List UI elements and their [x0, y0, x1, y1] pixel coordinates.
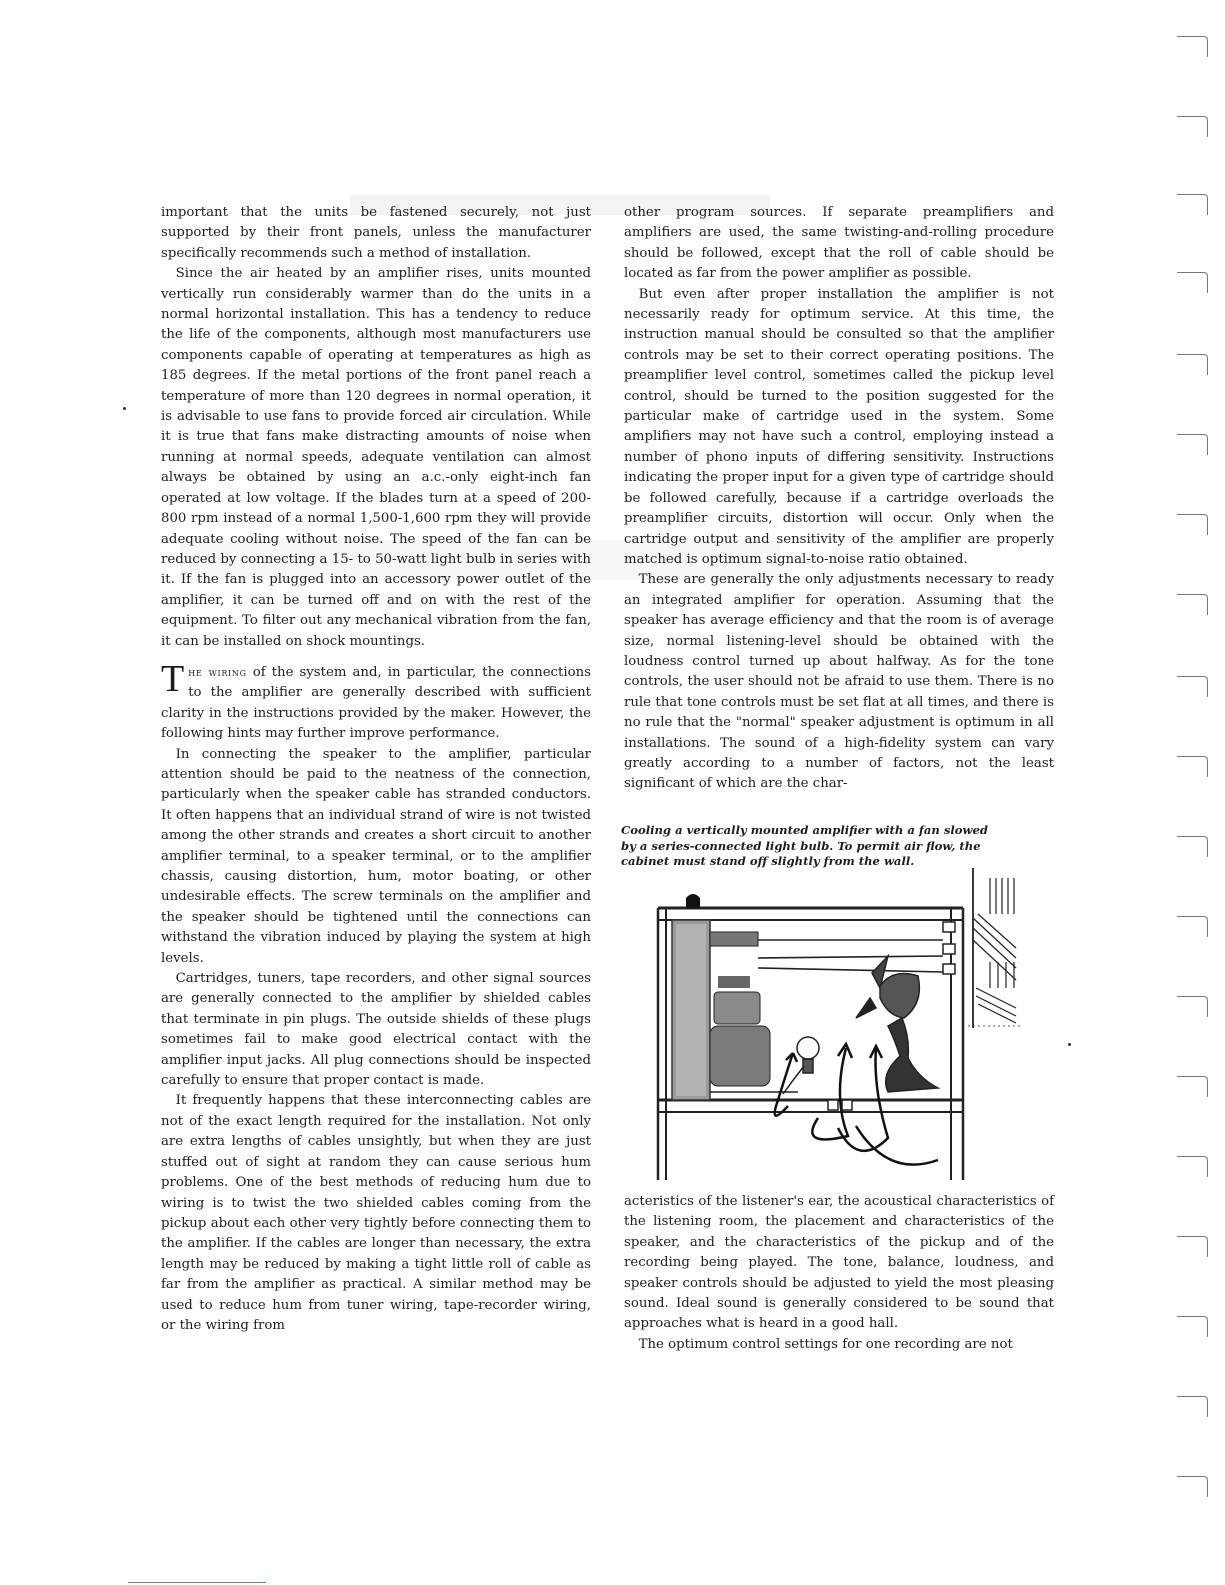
margin-mark [1177, 594, 1208, 615]
right-column [624, 203, 1054, 795]
paragraph-text: of the system and, in particular, the connections to the amplifier are generally described with sufficient clarity in the instructions provided by the maker. However, the following hints may further improve performance. [161, 664, 591, 742]
margin-mark [1177, 354, 1208, 375]
margin-mark [1177, 36, 1208, 57]
margin-mark [1177, 1316, 1208, 1337]
small-caps-lead: he wiring [188, 664, 247, 679]
margin-mark [1177, 676, 1208, 697]
margin-bracket-marks [1165, 0, 1225, 1585]
margin-mark [1177, 996, 1208, 1017]
knob-icon [686, 894, 700, 908]
fan-cooling-illustration [618, 868, 1028, 1188]
paragraph: The optimum control settings for one recording are not [638, 1336, 1013, 1352]
scan-speck [123, 407, 126, 410]
right-column-lower [624, 1192, 1054, 1355]
paragraph: In connecting the speaker to the amplifier, particular attention should be paid to the neatness of the connection, particularly when the speaker cable has stranded conductors. It often happens that an individual strand of wire is not twisted among the other strands and creates a short circuit to another amplifier terminal, to a speaker terminal, or to the amplifier chassis, causing distortion, hum, motor boating, or other undesirable effects. The screw terminals on the amplifier and the speaker should be tightened until the connections can withstand the vibration induced by playing the system at high levels. [161, 746, 591, 966]
cable-icon [758, 940, 943, 972]
margin-mark [1177, 1076, 1208, 1097]
margin-mark [1177, 514, 1208, 535]
amplifier-icon [672, 920, 798, 1100]
paragraph: Cartridges, tuners, tape recorders, and other signal sources are generally connected to the amplifier by shielded cables that terminate in pin plugs. The outside shields of these plugs sometimes fail to make good electrical contact with the amplifier input jacks. All plug connections should be inspected carefully to ensure that proper contact is made. [161, 971, 591, 1089]
scan-speck [1068, 1043, 1071, 1046]
margin-mark [1177, 836, 1208, 857]
paragraph: other program sources. If separate preamplifiers and amplifiers are used, the same twisting-and-rolling procedure should be followed, except that the roll of cable should be located as far from the power amplifier as possible. [624, 205, 1054, 282]
margin-mark [1177, 1476, 1208, 1497]
figure-caption: Cooling a vertically mounted amplifier with a fan slowed by a series-connected light bulb. To permit air flow, the cabinet must stand off slightly from the wall. [621, 823, 988, 868]
margin-mark [1177, 194, 1208, 215]
paragraph: It frequently happens that these interconnecting cables are not of the exact length required for the installation. Not only are extra lengths of cables unsightly, but when they are just stuffed out of sight at random they can cause serious hum problems. One of the best methods of reducing hum due to wiring is to twist the two shielded cables coming from the pickup about each other very tightly before connecting them to the amplifier. If the cables are longer than necessary, the extra length may be reduced by making a tight little roll of cable as far from the amplifier as practical. A similar method may be used to reduce hum from tuner wiring, tape-recorder wiring, or the wiring from [161, 1093, 591, 1333]
margin-mark [1177, 1156, 1208, 1177]
margin-mark [1177, 116, 1208, 137]
margin-mark [1177, 1396, 1208, 1417]
margin-mark [1177, 756, 1208, 777]
left-column [161, 203, 591, 1336]
paragraph: These are generally the only adjustments necessary to ready an integrated amplifier for operation. Assuming that the speaker has average efficiency and that the room is of average size, normal listening-level should be obtained with the loudness control turned up about halfway. As for the tone controls, the user should not be afraid to use them. There is no rule that tone controls must be set flat at all times, and there is no rule that the "normal" speaker adjustment is optimum in all installations. The sound of a high-fidelity system can vary greatly according to a number of factors, not the least significant of which are the char- [624, 572, 1054, 792]
airflow-arrows-icon [775, 1044, 938, 1165]
paragraph: important that the units be fastened securely, not just supported by their front panels, unless the manufacturer specifically recommends such a method of installation. [161, 205, 591, 261]
drop-cap: T [161, 657, 185, 700]
paragraph: But even after proper installation the amplifier is not necessarily ready for optimum service. At this time, the instruction manual should be consulted so that the amplifier controls may be set to their correct operating positions. The preamplifier level control, sometimes called the pickup level control, should be turned to the position suggested for the particular make of cartridge used in the system. Some amplifiers may not have such a control, employing instead a number of phono inputs of differing sensitivity. Instructions indicating the proper input for a given type of cartridge should be followed carefully, because if a cartridge overloads the preamplifier circuits, distortion will occur. Only when the cartridge output and sensitivity of the amplifier are properly matched is optimum signal-to-noise ratio obtained. [624, 286, 1054, 567]
margin-mark [1177, 916, 1208, 937]
margin-mark [1177, 434, 1208, 455]
margin-mark [1177, 272, 1208, 293]
footer-rule [128, 1582, 266, 1583]
paragraph: Since the air heated by an amplifier rises, units mounted vertically run considerably warmer than do the units in a normal horizontal installation. This has a tendency to reduce the life of the components, although most manufacturers use components capable of operating at temperatures as high as 185 degrees. If the metal portions of the front panel reach a temperature of more than 120 degrees in normal operation, it is advisable to use fans to provide forced air circulation. While it is true that fans make distracting amounts of noise when running at normal speeds, adequate ventilation can almost always be obtained by using an a.c.-only eight-inch fan operated at low voltage. If the blades turn at a speed of 200-800 rpm instead of a normal 1,500-1,600 rpm they will provide adequate cooling without noise. The speed of the fan can be reduced by connecting a 15- to 50-watt light bulb in series with it. If the fan is plugged into an accessory power outlet of the amplifier, it can be turned off and on with the rest of the equipment. To filter out any mechanical vibration from the fan, it can be installed on shock mountings. [161, 266, 591, 649]
wall-hatch-icon [973, 868, 1016, 1028]
paragraph-wiring [161, 657, 591, 745]
margin-mark [1177, 1236, 1208, 1257]
fan-icon [856, 956, 938, 1092]
paragraph: acteristics of the listener's ear, the acoustical characteristics of the listening room, the placement and characteristics of the speaker, and the characteristics of the pickup and of the recording being played. The tone, balance, loudness, and speaker controls should be adjusted to yield the most pleasing sound. Ideal sound is generally considered to be sound that approaches what is heard in a good hall. [624, 1194, 1054, 1332]
